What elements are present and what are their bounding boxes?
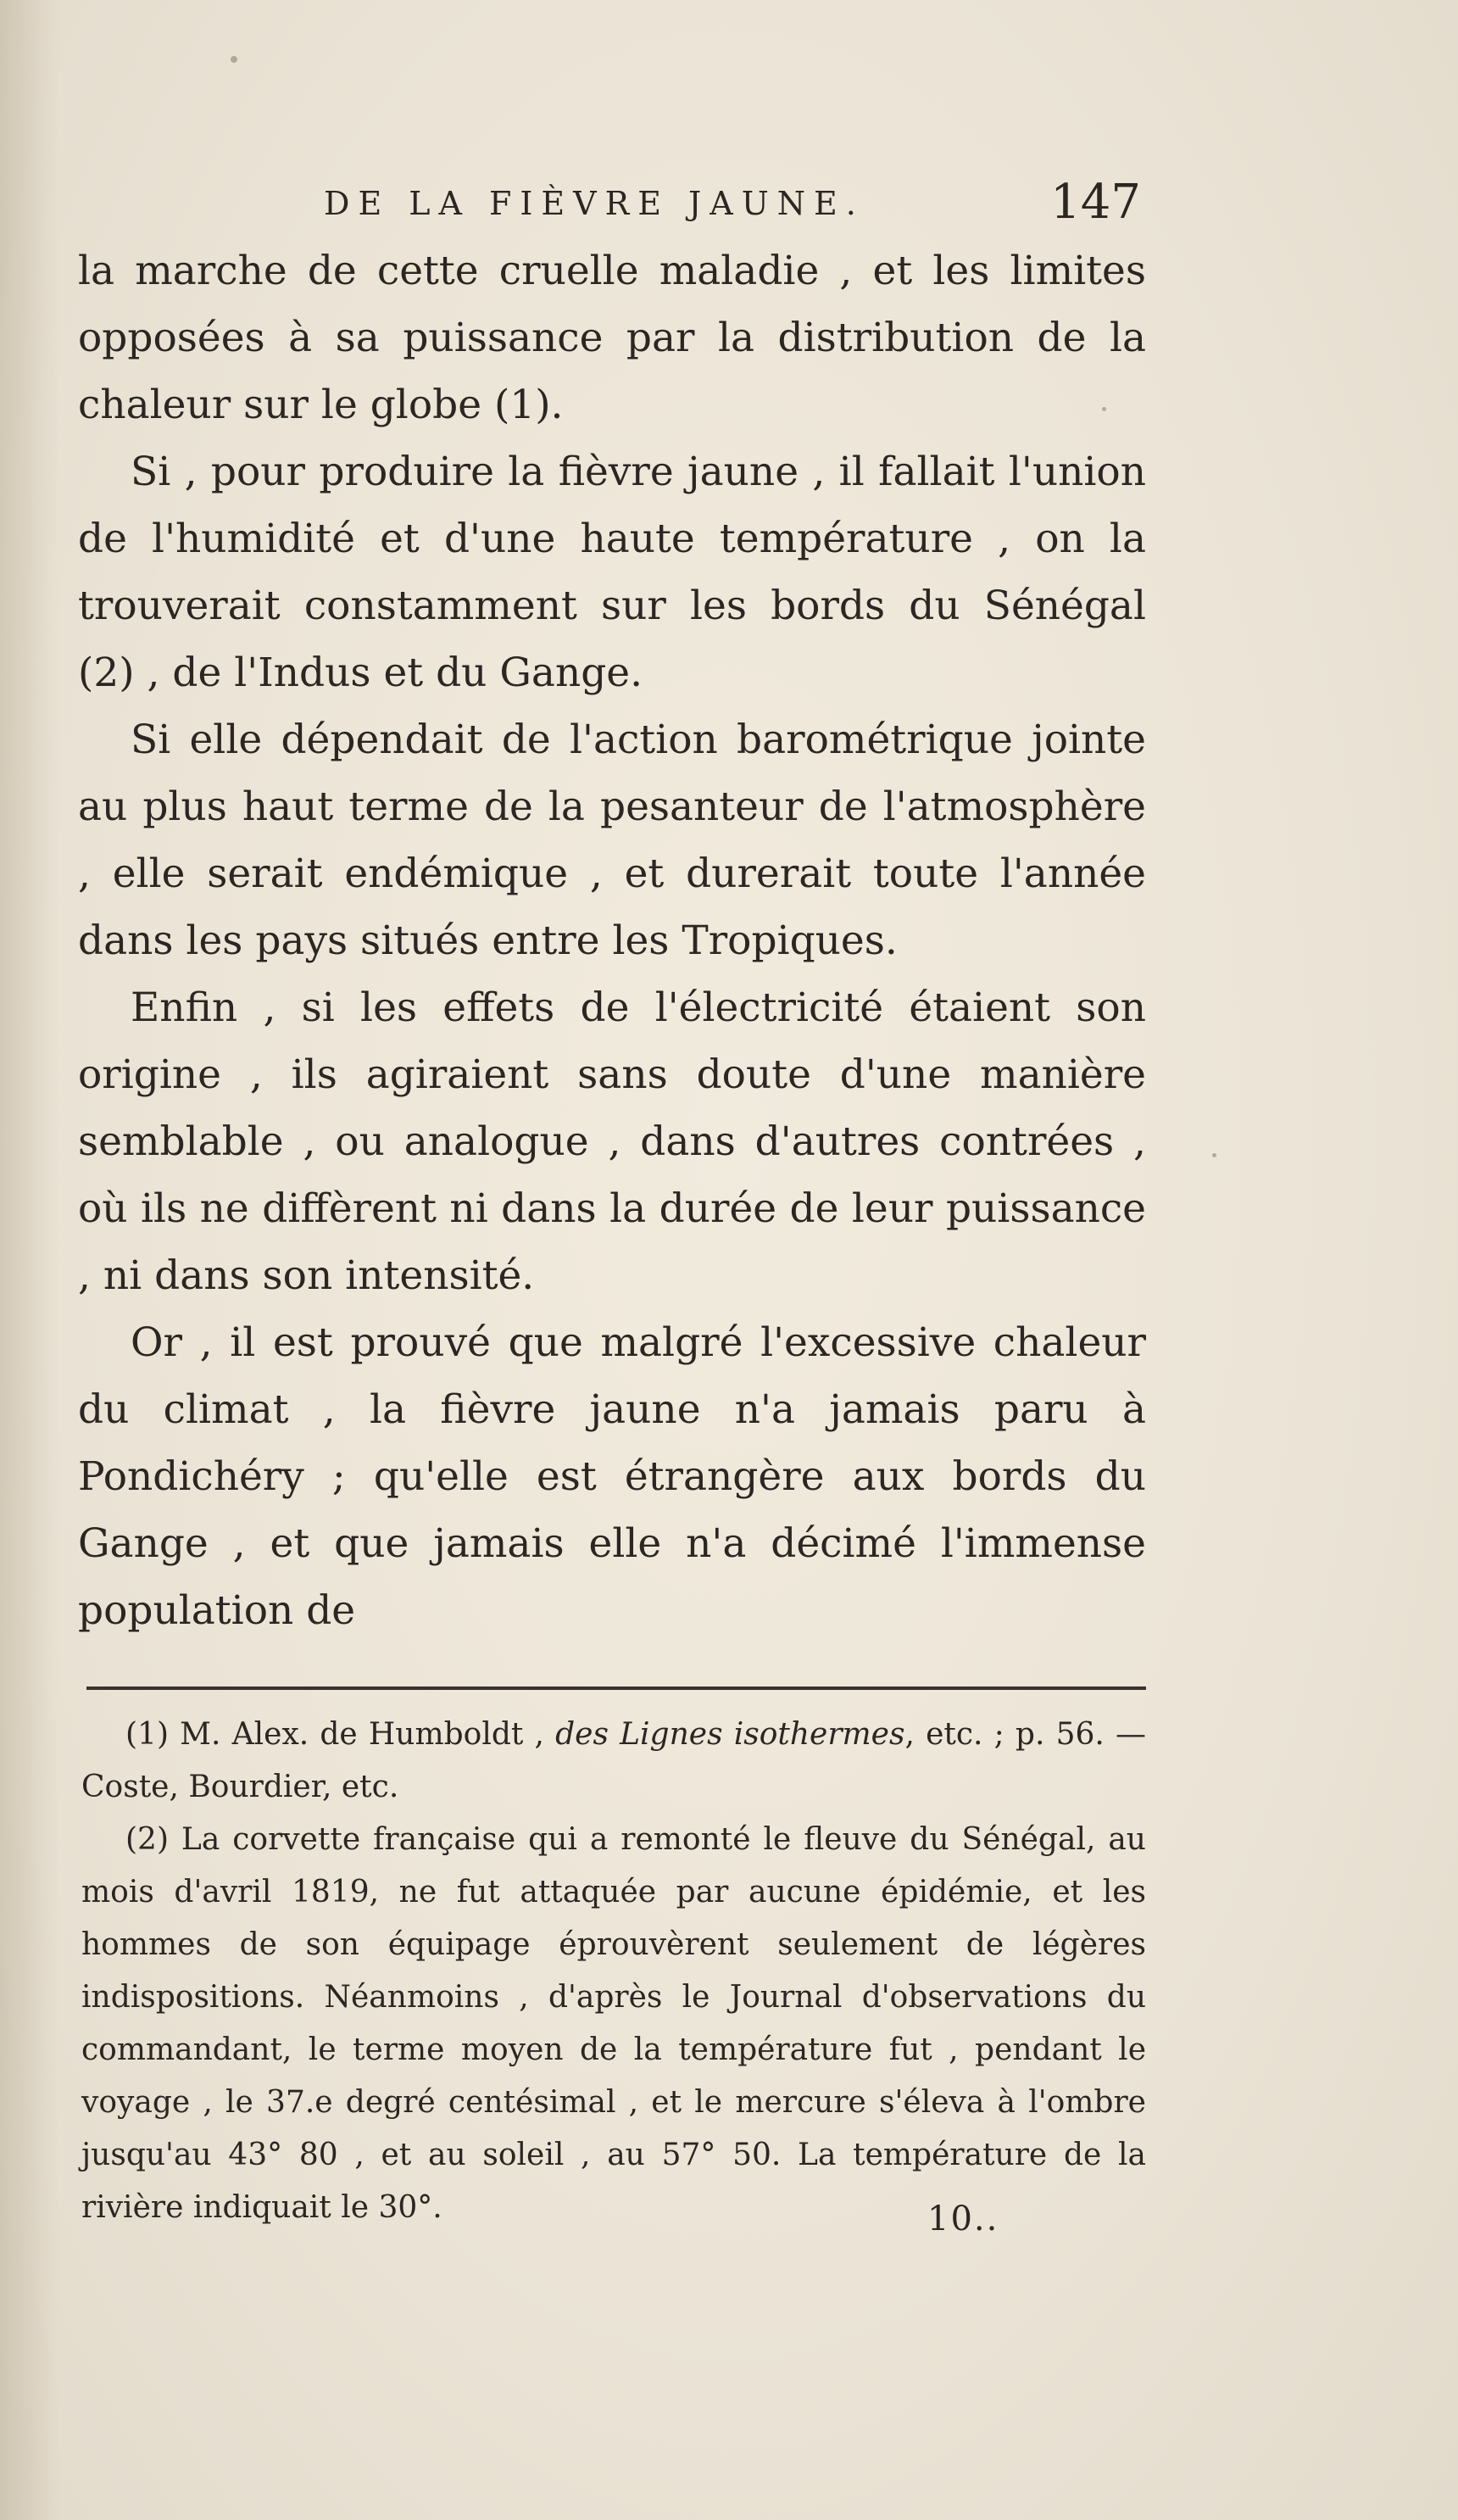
paper-speck — [1212, 1153, 1216, 1157]
footnote-1-tail: , etc. ; p. 56. — Coste, Bourdier, etc. — [81, 1717, 1146, 1804]
paper-speck — [1102, 407, 1106, 411]
paper-speck — [231, 56, 237, 63]
text-block — [78, 170, 1146, 2234]
signature-mark: 10.. — [927, 2199, 999, 2238]
paragraph-continuation: la marche de cette cruelle maladie , et les limites opposées à sa puissance par la distribution de la chaleur sur le globe (1). — [78, 248, 1146, 428]
page-number: 147 — [1050, 175, 1141, 230]
running-title: DE LA FIÈVRE JAUNE. — [324, 185, 865, 222]
footnote-1-lead: (1) M. Alex. de Humboldt , — [125, 1717, 544, 1752]
running-head — [78, 170, 1146, 237]
paragraph-humidity: Si , pour produire la fièvre jaune , il fallait l'union de l'humidité et d'une haute température , on la trouverait constamment sur les bords du Sénégal (2) , de l'Indus et du Gange. — [78, 449, 1146, 696]
footnote-1 — [81, 1709, 1146, 1814]
paragraph-electricity: Enfin , si les effets de l'électricité étaient son origine , ils agiraient sans doute d'une manière semblable , ou analogue , dans d'autres contrées , où ils ne diffèrent ni dans la durée de leur puissance , ni dans son intensité. — [78, 984, 1146, 1299]
paragraph-pondichery: Or , il est prouvé que malgré l'excessive chaleur du climat , la fièvre jaune n'a jamais paru à Pondichéry ; qu'elle est étrangère aux bords du Gange , et que jamais elle n'a décimé l'immense population de — [78, 1319, 1146, 1634]
footnote-rule — [86, 1687, 1146, 1690]
paragraph-barometric: Si elle dépendait de l'action barométrique jointe au plus haut terme de la pesanteur de l'atmosphère , elle serait endémique , et durerait toute l'année dans les pays situés entre les Tropiques. — [78, 716, 1146, 964]
footnote-2: (2) La corvette française qui a remonté le fleuve du Sénégal, au mois d'avril 1819, ne fut attaquée par aucune épidémie, et les hommes de son équipage éprouvèrent seulement de légères indispositions. Néanmoins , d'après le Journal d'observations du commandant, le terme moyen de la température fut , pendant le voyage , le 37.e degré centésimal , et le mercure s'éleva à l'ombre jusqu'au 43° 80 , et au soleil , au 57° 50. La température de la rivière indiquait le 30°. — [81, 1822, 1146, 2225]
footnotes — [78, 1709, 1146, 2234]
body-text — [78, 237, 1146, 1644]
footnote-1-title: des Lignes isothermes — [555, 1717, 905, 1752]
gutter-shadow — [0, 0, 59, 2520]
